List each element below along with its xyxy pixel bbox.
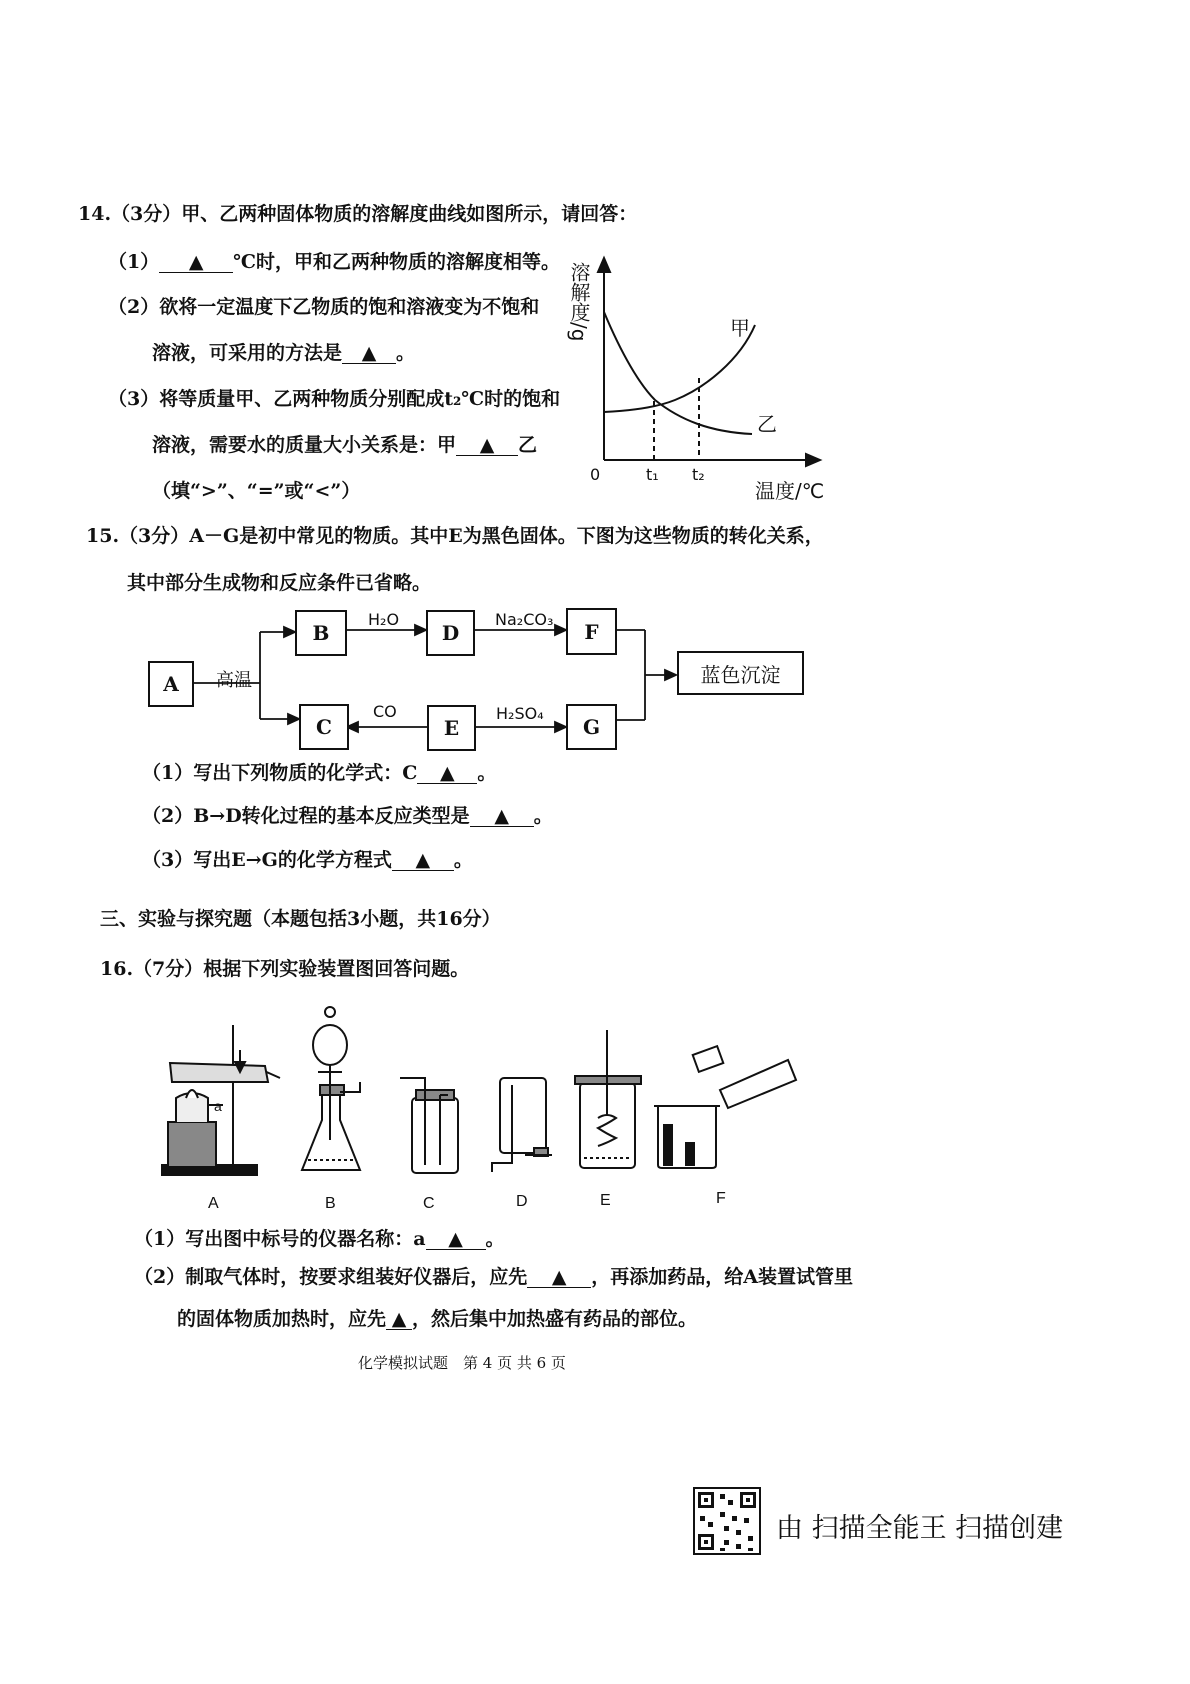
q16-part2-text: （2）制取气体时，按要求组装好仪器后，应先: [134, 1266, 528, 1288]
node-g: G: [566, 704, 617, 750]
apparatus-label-f: F: [716, 1190, 726, 1207]
answer-blank[interactable]: ▲: [527, 1268, 591, 1288]
page-footer: 化学模拟试题 第 4 页 共 6 页: [358, 1354, 566, 1372]
chart-x-label: 温度/℃: [755, 479, 825, 503]
q15-part1: [142, 764, 496, 784]
q14-part3-text: 溶液，需要水的质量大小关系是：甲: [152, 434, 457, 456]
q15-stem-line2: 其中部分生成物和反应条件已省略。: [127, 572, 432, 594]
edge-label-co: CO: [373, 702, 397, 721]
q14-part3-end: 乙: [518, 434, 538, 456]
q14-part1-prefix: （1）: [108, 251, 160, 273]
series-jia-label: 甲: [730, 316, 750, 340]
q16-stem: 16.（7分）根据下列实验装置图回答问题。: [100, 958, 470, 980]
q14-part3-line2: [152, 436, 537, 456]
apparatus-b: [302, 1007, 360, 1170]
apparatus-c: [400, 1078, 458, 1173]
q15-part3-end: 。: [453, 849, 473, 871]
node-blue-precipitate: 蓝色沉淀: [677, 651, 804, 695]
apparatus-label-e: E: [600, 1192, 611, 1209]
q16-part2-line1: [134, 1268, 853, 1288]
edge-label-na2co3: Na₂CO₃: [495, 610, 554, 629]
q16-part1-end: 。: [485, 1228, 505, 1250]
q15-part1-end: 。: [477, 762, 497, 784]
answer-blank[interactable]: ▲: [426, 1230, 486, 1250]
node-b: B: [295, 610, 347, 656]
q15-part2: [142, 807, 553, 827]
q14-part3-hint: （填“>”、“=”或“<”）: [152, 480, 361, 502]
scanner-watermark: 由 扫描全能王 扫描创建: [776, 1513, 1064, 1544]
y-axis-arrow: [598, 258, 610, 272]
x-axis-arrow: [806, 454, 820, 466]
chart-tick-t1: t₁: [646, 465, 659, 484]
q16-part1-text: （1）写出图中标号的仪器名称：a: [134, 1228, 426, 1250]
apparatus-f: [654, 1046, 796, 1168]
node-f: F: [566, 608, 617, 655]
node-e: E: [427, 705, 476, 751]
answer-blank[interactable]: ▲: [470, 807, 534, 827]
answer-blank[interactable]: ▲: [386, 1310, 412, 1330]
node-a: A: [148, 661, 194, 707]
q16-part2-rest: ，再添加药品，给A装置试管里: [591, 1266, 853, 1288]
answer-blank[interactable]: ▲: [456, 436, 518, 456]
q15-part2-text: （2）B→D转化过程的基本反应类型是: [142, 805, 470, 827]
apparatus-label-a: A: [208, 1195, 219, 1212]
q14-stem: 14.（3分）甲、乙两种固体物质的溶解度曲线如图所示，请回答：: [78, 203, 638, 225]
q14-part2-text: 溶液，可采用的方法是: [152, 342, 343, 364]
apparatus-label-b: B: [325, 1195, 336, 1212]
apparatus-d: [492, 1078, 552, 1172]
q14-part2-line1: （2）欲将一定温度下乙物质的饱和溶液变为不饱和: [108, 296, 540, 318]
q16-part1: [134, 1230, 505, 1250]
chart-tick-t2: t₂: [692, 465, 705, 484]
q15-part1-text: （1）写出下列物质的化学式：C: [142, 762, 418, 784]
node-c: C: [299, 704, 349, 750]
q15-part3-text: （3）写出E→G的化学方程式: [142, 849, 392, 871]
node-d: D: [426, 610, 475, 656]
chart-origin-label: 0: [590, 465, 601, 484]
q15-part3: [142, 851, 473, 871]
q16-part2-line2: [177, 1310, 697, 1330]
section-3-title: 三、实验与探究题（本题包括3小题，共16分）: [100, 908, 501, 930]
apparatus-marker-a: a: [214, 1098, 222, 1114]
answer-blank[interactable]: ▲: [392, 851, 454, 871]
apparatus-label-d: D: [516, 1193, 528, 1210]
q15-part2-end: 。: [533, 805, 553, 827]
edge-label-h2o: H₂O: [368, 610, 400, 629]
edge-label-high-temp: 高温: [216, 670, 252, 691]
apparatus-e: [575, 1030, 641, 1168]
q14-part2-end: 。: [396, 342, 416, 364]
answer-blank[interactable]: ▲: [342, 344, 396, 364]
q14-part1: [108, 253, 560, 273]
q14-part1-suffix: ℃时，甲和乙两种物质的溶解度相等。: [233, 251, 561, 273]
q14-part2-line2: [152, 344, 415, 364]
answer-blank[interactable]: ▲: [159, 253, 233, 273]
answer-blank[interactable]: ▲: [417, 764, 477, 784]
edge-label-h2so4: H₂SO₄: [496, 704, 544, 723]
chart-y-label: 溶解度/g: [567, 262, 591, 342]
series-yi-label: 乙: [757, 412, 777, 436]
q16-part2-line2-text: 的固体物质加热时，应先: [177, 1308, 387, 1330]
q14-part3-line1: （3）将等质量甲、乙两种物质分别配成t₂℃时的饱和: [108, 388, 561, 410]
apparatus-label-c: C: [423, 1195, 435, 1212]
q16-part2-line2-rest: ，然后集中加热盛有药品的部位。: [412, 1308, 698, 1330]
q15-stem-line1: 15.（3分）A－G是初中常见的物质。其中E为黑色固体。下图为这些物质的转化关系，: [86, 525, 824, 547]
